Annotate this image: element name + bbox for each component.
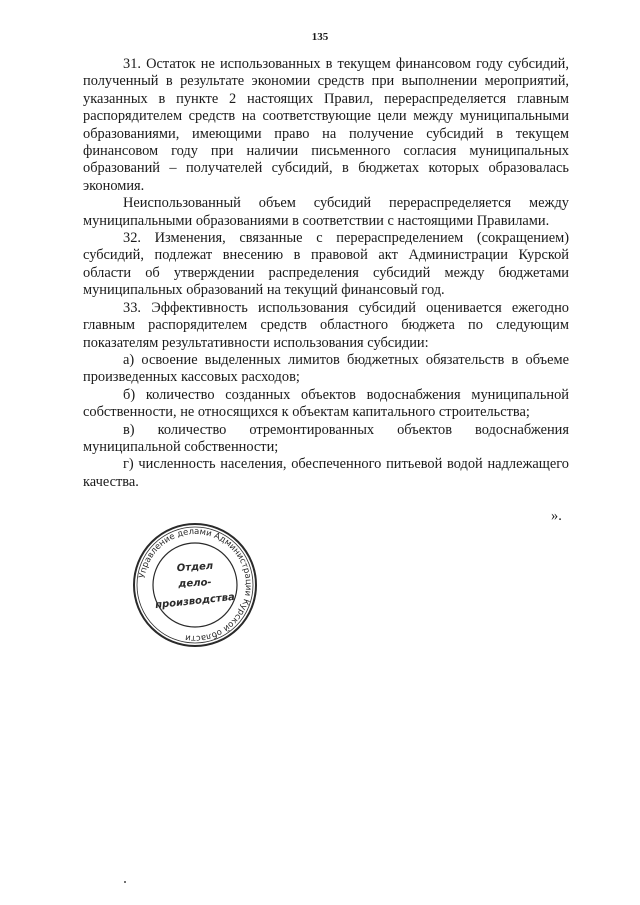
list-item-a: а) освоение выделенных лимитов бюджетных обязательств в объеме произведенных кассовых расходов; [83, 351, 569, 386]
paragraph-31-continuation: Неиспользованный объем субсидий перераспределяется между муниципальными образованиями в соответствии с настоящими Правилами. [83, 195, 569, 229]
paragraph-31: 31. Остаток не использованных в текущем финансовом году субсидий, полученный в результате экономии средств при выполнении мероприятий, указанных в пункте 2 настоящих Правил, перераспределяется главным распорядителем средств на соответствующие цели между муниципальными образованиями, имеющими право на получение субсидий в текущем финансовом году при наличии письменного согласия муниципальных образований – получателей субсидий, в бюджетах которых образовалась экономия. [83, 56, 569, 194]
stamp-inner-text [130, 520, 260, 650]
stamp-inner-line-2: дело- [178, 577, 212, 590]
paragraph-32: 32. Изменения, связанные с перераспределением (сокращением) субсидий, подлежат внесению в правовой акт Администрации Курской области об утверждении распределения субсидий между бюджетами муниципальных образований на текущий финансовый год. [83, 230, 569, 299]
stamp-ring-text: Управление делами Администрации Курской области [137, 526, 254, 644]
closing-quote-mark: ». [551, 508, 562, 524]
stamp-inner-line-1: Отдел [176, 560, 214, 575]
official-stamp [130, 520, 260, 650]
list-item-g: г) численность населения, обеспеченного питьевой водой надлежащего качества. [83, 456, 569, 490]
list-item-v: в) количество отремонтированных объектов водоснабжения муниципальной собственности; [83, 421, 569, 455]
footer-scan-mark [124, 881, 126, 883]
stamp-inner-line-3: производства [154, 591, 236, 612]
paragraph-33: 33. Эффективность использования субсидий оценивается ежегодно главным распорядителем средств областного бюджета по следующим показателям результативности использования субсидии: [83, 299, 569, 351]
document-body [83, 56, 569, 491]
page-number: 135 [311, 31, 329, 43]
list-item-b: б) количество созданных объектов водоснабжения муниципальной собственности, не относящихся к объектам капитального строительства; [83, 386, 569, 421]
